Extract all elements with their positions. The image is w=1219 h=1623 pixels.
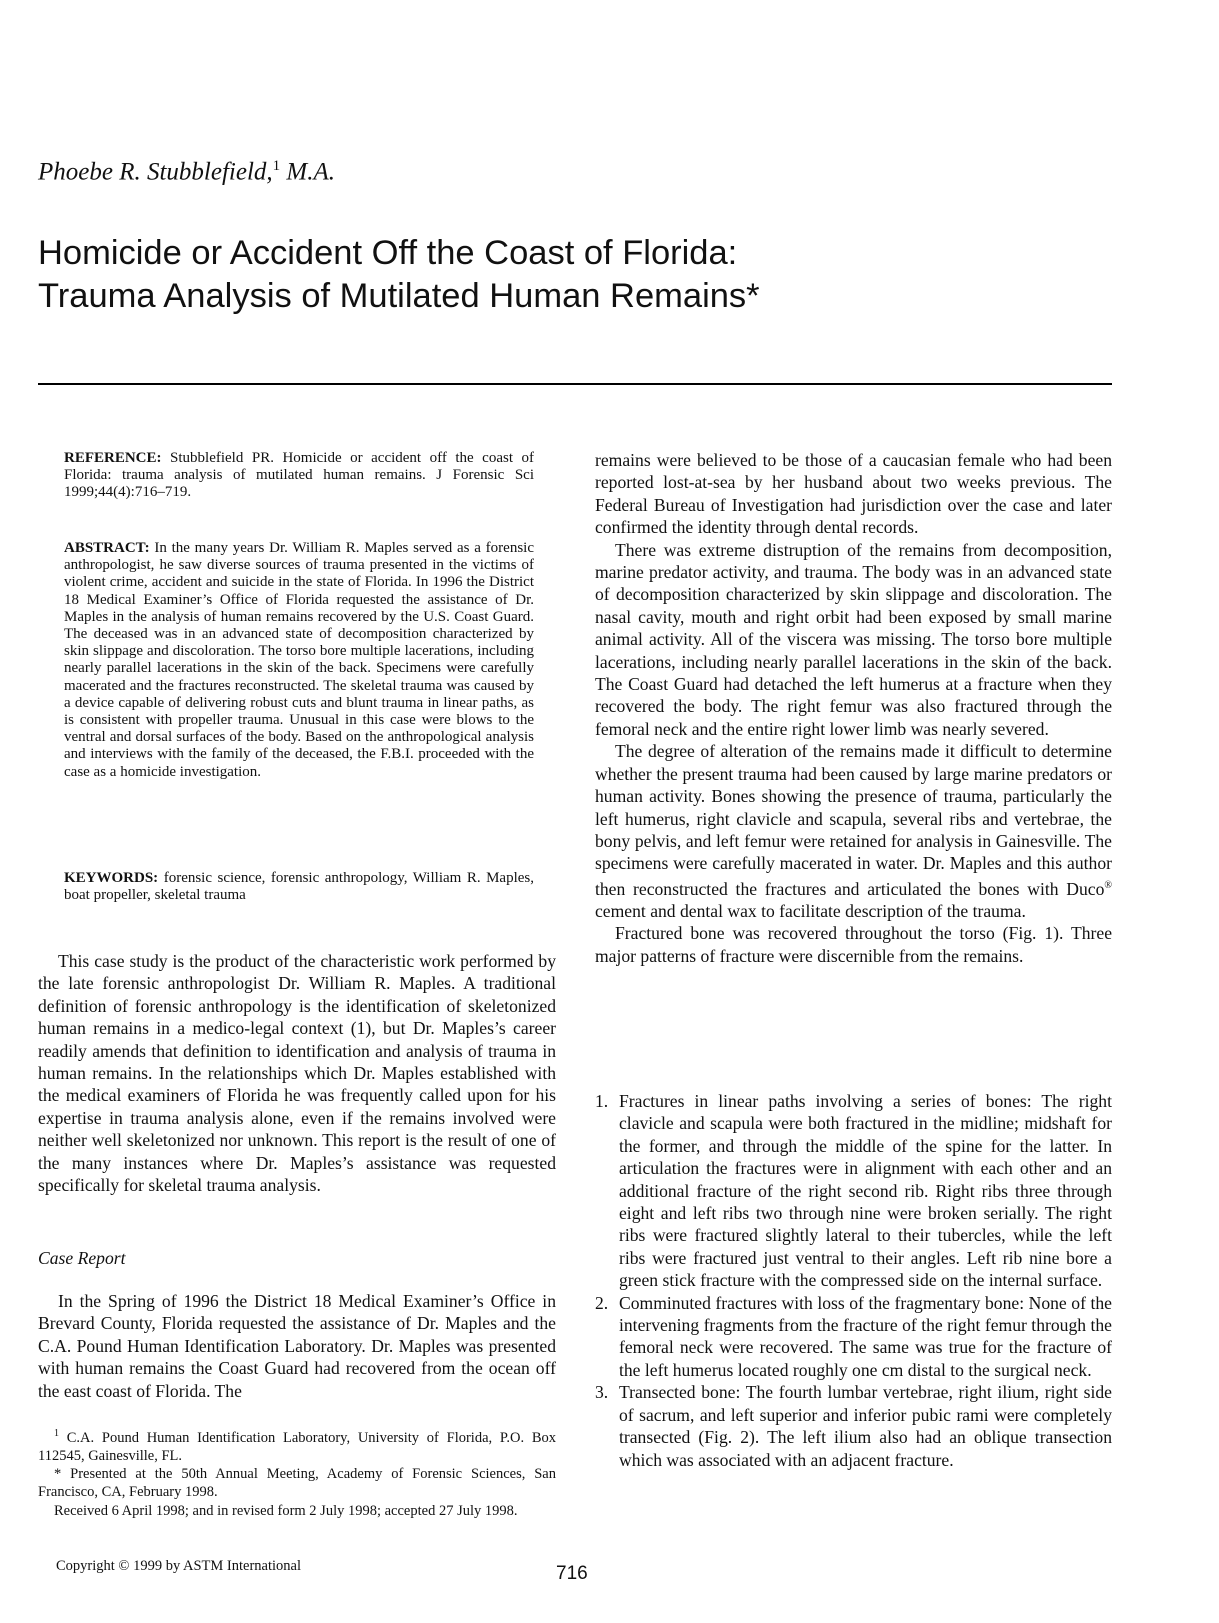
footnote-affiliation-mark: 1 bbox=[54, 1428, 59, 1439]
author-footnote-mark: 1 bbox=[272, 158, 281, 174]
list-item bbox=[595, 1090, 1112, 1292]
title-line-1: Homicide or Accident Off the Coast of Florida: bbox=[38, 234, 738, 272]
list-item-text: Fractures in linear paths involving a series of bones: The right clavicle and scapula were both fractured in the midline; midshaft for the former, and through the middle of the spine for the latter. In articulation the fractures were in alignment with each other and an additional fracture of the right second rib. Right ribs three through eight and left ribs two through nine were broken serially. The right ribs were fractured slightly lateral to their tubercles, while the left ribs were fractured just ventral to their angles. Left rib nine bore a green stick fracture with the compressed side on the internal surface. bbox=[619, 1091, 1112, 1291]
footnote-affiliation-text: C.A. Pound Human Identification Laboratory, University of Florida, P.O. Box 112545, Gainesville, FL. bbox=[38, 1429, 556, 1465]
article-title bbox=[38, 232, 1098, 318]
reference-text: Stubblefield PR. Homicide or accident off the coast of Florida: trauma analysis of mutilated human remains. J Forensic Sci 1999;44(4):716–719. bbox=[64, 450, 534, 501]
footnote-presented: * Presented at the 50th Annual Meeting, Academy of Forensic Sciences, San Francisco, CA, February 1998. bbox=[38, 1466, 556, 1501]
footnotes bbox=[38, 1425, 556, 1520]
abstract-label: ABSTRACT: bbox=[64, 540, 150, 556]
right-paragraph-3 bbox=[595, 740, 1112, 922]
keywords-label: KEYWORDS: bbox=[64, 870, 159, 886]
intro-paragraph: This case study is the product of the characteristic work performed by the late forensic anthropologist Dr. William R. Maples. A traditional definition of forensic anthropology is the identification of skeletonized human remains in a medico-legal context (1), but Dr. Maples’s career readily amends that definition to identification and analysis of trauma in human remains. In the relationships which Dr. Maples established with the medical examiners of Florida he was frequently called upon for his expertise in trauma analysis alone, even if the remains involved were neither well skeletonized nor unknown. This report is the result of one of the many instances where Dr. Maples’s assistance was requested specifically for skeletal trauma analysis. bbox=[38, 951, 556, 1196]
copyright-notice: Copyright © 1999 by ASTM International bbox=[56, 1558, 302, 1574]
author-name: Phoebe R. Stubblefield, bbox=[38, 158, 273, 186]
case-report-heading: Case Report bbox=[38, 1248, 126, 1268]
list-item-text: Comminuted fractures with loss of the fragmentary bone: None of the intervening fragments from the fracture of the right femur through the femoral neck were recovered. The same was true for the fracture of the left humerus located roughly one cm distal to the surgical neck. bbox=[619, 1292, 1112, 1380]
list-item-number: 3. bbox=[595, 1382, 609, 1403]
right-paragraph-1: remains were believed to be those of a caucasian female who had been reported lost-at-sea by her husband about two weeks previous. The Federal Bureau of Investigation had jurisdiction over the case and later confirmed the identity through dental records. bbox=[595, 450, 1112, 538]
list-item-text: Transected bone: The fourth lumbar vertebrae, right ilium, right side of sacrum, and left superior and inferior pubic rami were completely transected (Fig. 2). The left ilium also had an oblique transection which was associated with an adjacent fracture. bbox=[619, 1382, 1112, 1470]
page-number: 716 bbox=[556, 1563, 588, 1584]
right-paragraph-2: There was extreme distruption of the remains from decomposition, marine predator activity, and trauma. The body was in an advanced state of decomposition characterized by skin slippage and discoloration. The nasal cavity, mouth and right orbit had been exposed by small marine animal activity. All of the viscera was missing. The torso bore multiple lacerations, including nearly parallel lacerations in the skin of the back. The Coast Guard had detached the left humerus at a fracture when they recovered the body. The right femur was also fractured through the femoral neck and the entire right lower limb was nearly severed. bbox=[595, 539, 1112, 739]
keywords-block bbox=[64, 870, 534, 904]
list-item-number: 2. bbox=[595, 1292, 609, 1313]
abstract-block bbox=[64, 540, 534, 781]
fracture-patterns-list bbox=[595, 1090, 1112, 1471]
title-divider bbox=[38, 383, 1112, 385]
case-report-section bbox=[38, 1290, 556, 1402]
author-line bbox=[38, 158, 335, 186]
footnote-affiliation bbox=[38, 1425, 556, 1465]
right-paragraph-3-b: cement and dental wax to facilitate description of the trauma. bbox=[595, 900, 1026, 921]
list-item-number: 1. bbox=[595, 1091, 609, 1111]
title-line-2: Trauma Analysis of Mutilated Human Remains* bbox=[38, 277, 760, 315]
reference-block bbox=[64, 450, 534, 502]
reference-label: REFERENCE: bbox=[64, 450, 162, 466]
footnote-received: Received 6 April 1998; and in revised form 2 July 1998; accepted 27 July 1998. bbox=[54, 1502, 518, 1519]
author-degree: M.A. bbox=[280, 158, 336, 186]
registered-mark: ® bbox=[1104, 879, 1112, 891]
keywords-text: forensic science, forensic anthropology, William R. Maples, boat propeller, skeletal trauma bbox=[64, 870, 534, 904]
list-item bbox=[595, 1381, 1112, 1471]
list-item bbox=[595, 1292, 1112, 1382]
right-paragraph-4: Fractured bone was recovered throughout the torso (Fig. 1). Three major patterns of fracture were discernible from the remains. bbox=[595, 923, 1112, 966]
case-report-paragraph: In the Spring of 1996 the District 18 Medical Examiner’s Office in Brevard County, Florida requested the assistance of Dr. Maples and the C.A. Pound Human Identification Laboratory. Dr. Maples was presented with human remains the Coast Guard had recovered from the ocean off the east coast of Florida. The bbox=[38, 1291, 556, 1401]
abstract-text: In the many years Dr. William R. Maples served as a forensic anthropologist, he saw diverse sources of trauma presented in the victims of violent crime, accident and suicide in the state of Florida. In 1996 the District 18 Medical Examiner’s Office of Florida requested the assistance of Dr. Maples in the analysis of human remains recovered by the U.S. Coast Guard. The deceased was in an advanced state of decomposition characterized by skin slippage and discoloration. The torso bore multiple lacerations, including nearly parallel lacerations in the skin of the back. Specimens were carefully macerated and the fractures reconstructed. The skeletal trauma was caused by a device capable of delivering robust cuts and blunt trauma in linear paths, as is consistent with propeller trauma. Unusual in this case were blows to the ventral and dorsal surfaces of the body. Based on the anthropological analysis and interviews with the family of the deceased, the F.B.I. proceeded with the case as a homicide investigation. bbox=[64, 540, 534, 780]
right-paragraph-3-a: The degree of alteration of the remains made it difficult to determine whether the present trauma had been caused by large marine predators or human activity. Bones showing the presence of trauma, particularly the left humerus, right clavicle and scapula, several ribs and vertebrae, the bony pelvis, and left femur were retained for analysis in Gainesville. The specimens were carefully macerated in water. Dr. Maples and this author then reconstructed the fractures and articulated the bones with Duco bbox=[595, 741, 1112, 899]
intro-section bbox=[38, 950, 556, 1196]
right-column bbox=[595, 449, 1112, 967]
